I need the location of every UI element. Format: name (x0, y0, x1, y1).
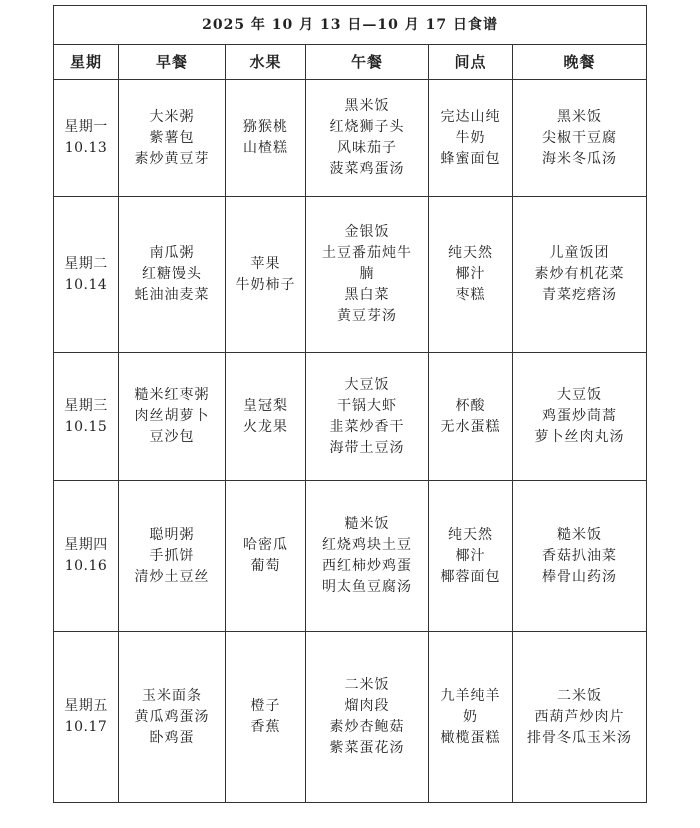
day-cell (54, 353, 119, 481)
snack-cell (429, 481, 513, 632)
menu-item: 牛奶柿子 (235, 276, 296, 293)
snack-cell (429, 353, 513, 481)
table-row (54, 80, 647, 197)
snack-cell (429, 632, 513, 803)
lunch-cell (306, 80, 429, 197)
menu-item: 纯天然 (448, 526, 493, 543)
fruit-cell (226, 481, 306, 632)
menu-item: 红烧鸡块土豆 (322, 537, 412, 553)
menu-item: 奶 (463, 708, 478, 725)
menu-title: 2025 年 10 月 13 日—10 月 17 日食谱 (54, 6, 647, 45)
fruit-cell (226, 80, 306, 197)
menu-item: 杯酸 (455, 397, 486, 414)
menu-item: 西红柿炒鸡蛋 (322, 558, 412, 574)
menu-item: 橄榄蛋糕 (440, 729, 501, 746)
menu-item: 明太鱼豆腐汤 (322, 579, 412, 595)
header-weekday: 星期 (54, 45, 119, 80)
menu-item: 香蕉 (250, 719, 281, 735)
fruit-cell (226, 197, 306, 353)
menu-item: 大豆饭 (557, 387, 603, 403)
menu-item: 干锅大虾 (337, 397, 397, 414)
lunch-cell (306, 197, 429, 353)
menu-item: 土豆番茄炖牛 (322, 245, 412, 261)
menu-item: 猕猴桃 (243, 119, 288, 135)
menu-item: 海带土豆汤 (329, 439, 405, 456)
header-fruit: 水果 (226, 45, 306, 80)
table-row (54, 197, 647, 353)
weekday-label: 星期二 (64, 255, 108, 272)
menu-item: 玉米面条 (142, 687, 202, 704)
menu-item: 黄豆芽汤 (337, 308, 397, 324)
menu-item: 红糖馒头 (142, 266, 202, 282)
header-dinner: 晚餐 (513, 45, 647, 80)
header-lunch: 午餐 (306, 45, 429, 80)
dinner-cell (513, 481, 647, 632)
menu-item: 手抓饼 (149, 547, 195, 564)
weekly-menu-table (53, 5, 647, 803)
menu-item: 菠菜鸡蛋汤 (329, 161, 405, 177)
menu-item: 清炒土豆丝 (134, 568, 210, 585)
menu-item: 九羊纯羊 (440, 687, 501, 704)
date-label: 10.15 (64, 418, 108, 435)
breakfast-cell (119, 80, 226, 197)
table-row (54, 353, 647, 481)
menu-item: 黑米饭 (557, 108, 603, 125)
breakfast-cell (119, 197, 226, 353)
date-label: 10.16 (64, 558, 108, 574)
menu-item: 黄瓜鸡蛋汤 (134, 708, 210, 725)
menu-item: 葡萄 (250, 558, 281, 574)
lunch-cell (306, 481, 429, 632)
menu-item: 肉丝胡萝卜 (134, 408, 210, 424)
menu-item: 海米冬瓜汤 (542, 150, 618, 167)
date-label: 10.17 (64, 719, 108, 735)
table-row (54, 632, 647, 803)
menu-item: 腩 (359, 266, 375, 282)
menu-item: 糙米饭 (557, 526, 603, 543)
day-cell (54, 632, 119, 803)
menu-item: 青菜疙瘩汤 (542, 287, 618, 303)
menu-item: 素炒杏鲍菇 (329, 719, 405, 735)
menu-item: 苹果 (250, 255, 281, 272)
menu-item: 黑白菜 (344, 287, 390, 303)
menu-item: 山楂糕 (243, 140, 288, 156)
weekday-label: 星期五 (64, 698, 108, 714)
menu-item: 糙米红枣粥 (134, 387, 210, 403)
weekday-label: 星期四 (64, 537, 108, 553)
breakfast-cell (119, 353, 226, 481)
menu-item: 牛奶 (455, 129, 486, 146)
lunch-cell (306, 632, 429, 803)
dinner-cell (513, 197, 647, 353)
menu-item: 完达山纯 (440, 108, 501, 125)
menu-item: 大米粥 (149, 108, 195, 125)
menu-item: 椰蓉面包 (440, 568, 501, 585)
menu-item: 火龙果 (243, 418, 288, 435)
weekday-label: 星期一 (64, 119, 108, 135)
day-cell (54, 481, 119, 632)
fruit-cell (226, 632, 306, 803)
header-snack: 间点 (429, 45, 513, 80)
table-row (54, 481, 647, 632)
menu-item: 香菇扒油菜 (542, 547, 618, 564)
fruit-cell (226, 353, 306, 481)
date-label: 10.14 (64, 276, 108, 293)
menu-item: 金银饭 (344, 224, 390, 240)
menu-item: 尖椒干豆腐 (542, 129, 618, 146)
menu-item: 韭菜炒香干 (329, 418, 405, 435)
snack-cell (429, 197, 513, 353)
menu-item: 蚝油油麦菜 (134, 287, 210, 303)
menu-item: 紫薯包 (149, 129, 195, 146)
dinner-cell (513, 353, 647, 481)
menu-item: 卧鸡蛋 (149, 729, 195, 746)
breakfast-cell (119, 481, 226, 632)
menu-item: 风味茄子 (337, 140, 397, 156)
menu-item: 排骨冬瓜玉米汤 (527, 729, 633, 746)
menu-item: 南瓜粥 (149, 245, 195, 261)
menu-item: 蜂蜜面包 (440, 150, 501, 167)
menu-item: 素炒黄豆芽 (134, 150, 210, 167)
menu-item: 椰汁 (455, 266, 486, 282)
snack-cell (429, 80, 513, 197)
menu-item: 鸡蛋炒茼蒿 (542, 408, 618, 424)
menu-item: 二米饭 (557, 687, 603, 704)
dinner-cell (513, 632, 647, 803)
breakfast-cell (119, 632, 226, 803)
lunch-cell (306, 353, 429, 481)
menu-item: 无水蛋糕 (440, 418, 501, 435)
menu-item: 豆沙包 (149, 429, 195, 445)
menu-item: 纯天然 (448, 245, 493, 261)
header-breakfast: 早餐 (119, 45, 226, 80)
dinner-cell (513, 80, 647, 197)
day-cell (54, 80, 119, 197)
menu-item: 黑米饭 (344, 98, 390, 114)
menu-item: 棒骨山药汤 (542, 568, 618, 585)
menu-item: 二米饭 (344, 677, 390, 693)
menu-item: 糙米饭 (344, 516, 390, 532)
date-label: 10.13 (64, 140, 108, 156)
menu-item: 素炒有机花菜 (534, 266, 625, 282)
menu-item: 大豆饭 (344, 376, 390, 393)
weekday-label: 星期三 (64, 397, 108, 414)
menu-item: 儿童饭团 (549, 245, 610, 261)
day-cell (54, 197, 119, 353)
menu-item: 熘肉段 (344, 698, 390, 714)
menu-item: 椰汁 (455, 547, 486, 564)
menu-item: 红烧狮子头 (329, 119, 405, 135)
menu-item: 哈密瓜 (243, 537, 288, 553)
menu-item: 西葫芦炒肉片 (534, 708, 625, 725)
menu-item: 萝卜丝肉丸汤 (534, 429, 625, 445)
menu-item: 紫菜蛋花汤 (329, 740, 405, 756)
menu-item: 枣糕 (455, 287, 486, 303)
menu-body (54, 80, 647, 803)
menu-item: 聪明粥 (149, 526, 195, 543)
menu-item: 橙子 (250, 698, 281, 714)
menu-item: 皇冠梨 (243, 397, 288, 414)
